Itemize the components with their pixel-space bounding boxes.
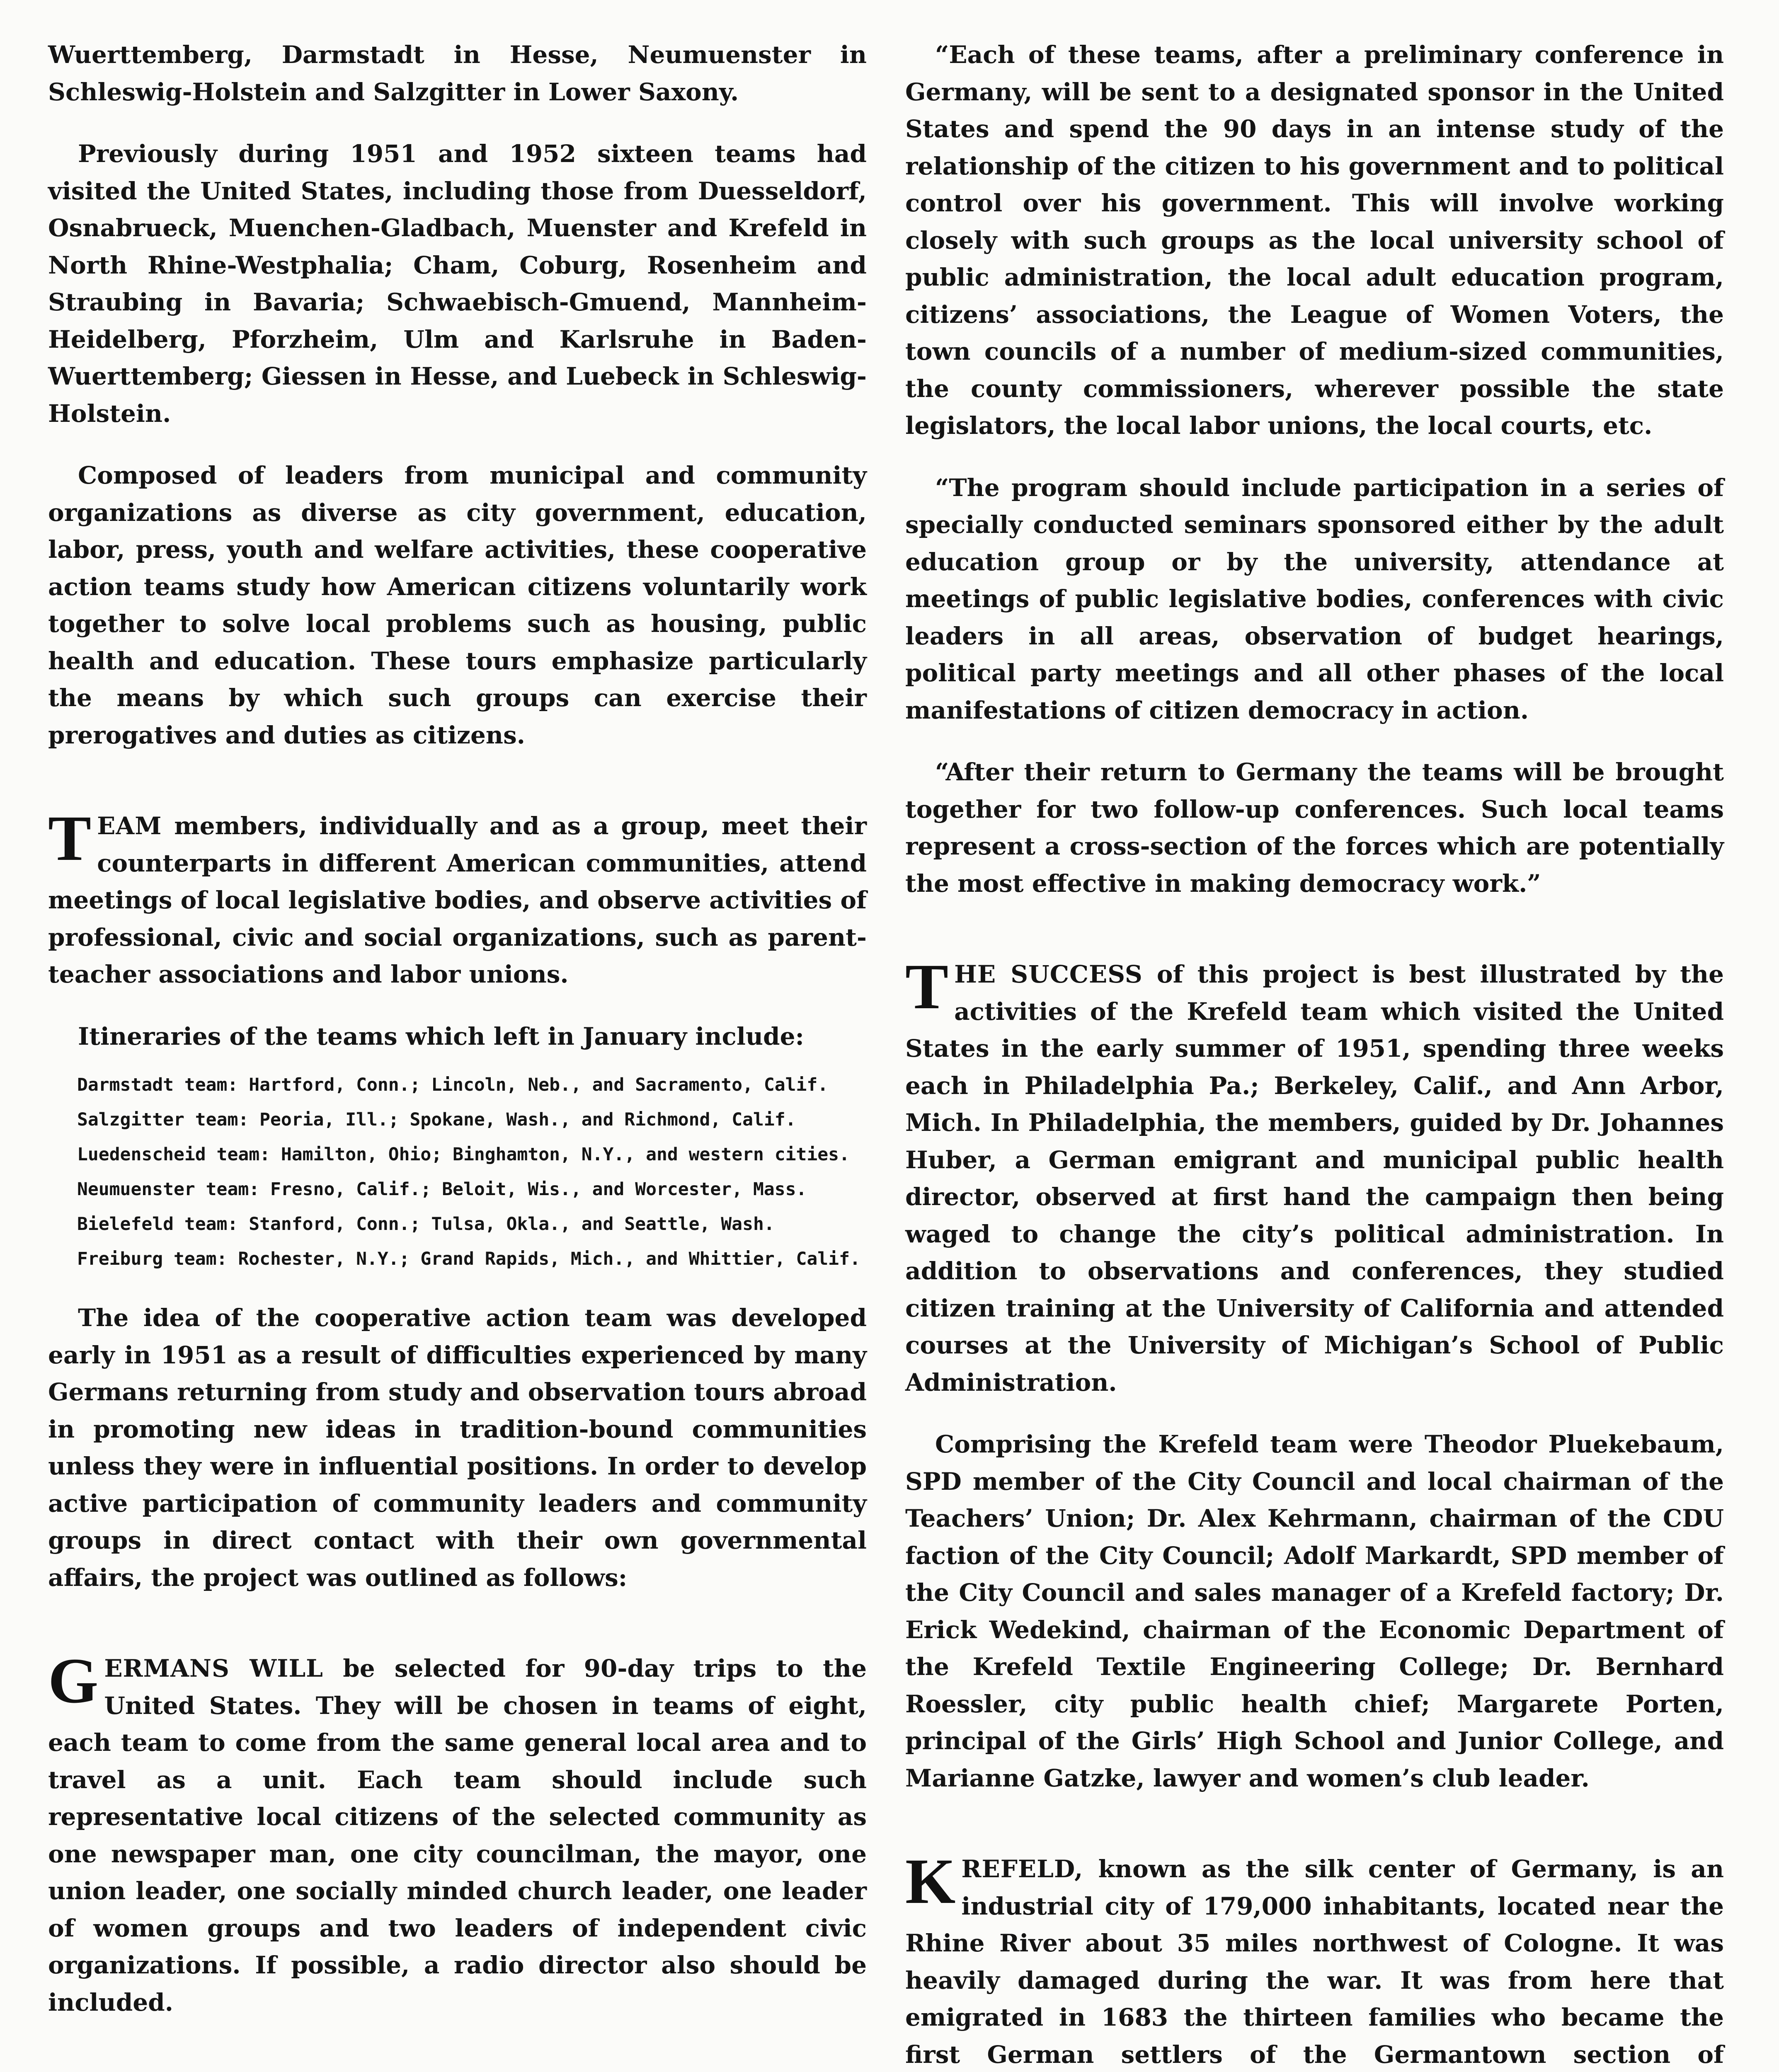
itinerary-text: team: Hamilton, Ohio; Binghamton, N.Y., and western cities. [206,1144,850,1165]
paragraph: Previously during 1951 and 1952 sixteen teams had visited the United States, including those from Duesseldorf, Osnabrueck, Muenchen-Gladbach, Muenster and Krefeld in North Rhine-Westphalia; Cham, Coburg, Rosenheim and Straubing in Bavaria; Schwaebisch-Gmuend, Mannheim-Heidelberg, Pforzheim, Ulm and Karlsruhe in Baden-Wuerttemberg; Giessen in Hesse, and Luebeck in Schleswig-Holstein. [48,140,867,428]
itinerary-item [48,1139,867,1170]
paragraph: “The program should include participation in a series of specially conducted seminars sponsored either by the adult education group or by the university, attendance at meetings of public legislative bodies, conferences with civic leaders in all areas, observation of budget hearings, political party meetings and all other phases of the local manifestations of citizen democracy in action. [905,473,1724,724]
lead-in: REFELD, [961,1855,1083,1883]
team-name: Bielefeld [77,1214,174,1234]
section-paragraph [905,951,1724,1401]
section-paragraph [48,1645,867,2021]
itinerary-item [48,1208,867,1240]
itinerary-text: team: Rochester, N.Y.; Grand Rapids, Mich., and Whittier, Calif. [163,1249,860,1269]
left-column [48,36,867,2046]
paragraph: Composed of leaders from municipal and community organizations as diverse as city government, education, labor, press, youth and welfare activities, these cooperative action teams study how American citizens voluntarily work together to solve local problems such as housing, public health and education. These tours emphasize particularly the means by which such groups can exercise their prerogatives and duties as citizens. [48,461,867,749]
itinerary-item [48,1104,867,1135]
paragraph: Comprising the Krefeld team were Theodor Pluekebaum, SPD member of the City Council and local chairman of the Teachers’ Union; Dr. Alex Kehrmann, chairman of the CDU faction of the City Council; Adolf Markardt, SPD member of the City Council and sales manager of a Krefeld factory; Dr. Erick Wedekind, chairman of the Economic Department of the Krefeld Textile Engineering College; Dr. Bernhard Roessler, city public health chief; Margarete Porten, principal of the Girls’ High School and Junior College, and Marianne Gatzke, lawyer and women’s club leader. [905,1430,1724,1792]
drop-cap: T [905,951,949,1022]
itinerary-text: team: Fresno, Calif.; Beloit, Wis., and Worcester, Mass. [195,1179,807,1200]
team-name: Salzgitter [77,1109,184,1130]
itinerary-text: team: Hartford, Conn.; Lincoln, Neb., and Sacramento, Calif. [174,1075,829,1095]
paragraph: “Each of these teams, after a preliminary conference in Germany, will be sent to a designated sponsor in the United States and spend the 90 days in an intense study of the relationship of the citizen to his government and to political control over his government. This will involve working closely with such groups as the local university school of public administration, the local adult education program, citizens’ associations, the League of Women Voters, the town councils of a number of medium-sized communities, the county commissioners, wherever possible the state legislators, the local labor unions, the local courts, etc. [905,41,1724,440]
lead-in: EAM [97,812,162,840]
paragraph: The idea of the cooperative action team was developed early in 1951 as a result of difficulties experienced by many Germans returning from study and observation tours abroad in promoting new ideas in tradition-bound communities unless they were in influential positions. In order to develop active participation of community leaders and community groups in direct contact with their own governmental affairs, the project was outlined as follows: [48,1304,867,1592]
team-name: Freiburg [77,1249,163,1269]
team-name: Luedenscheid [77,1144,206,1165]
itinerary-text: team: Peoria, Ill.; Spokane, Wash., and Richmond, Calif. [184,1109,796,1130]
right-column [905,36,1724,2072]
itinerary-list [48,1069,867,1275]
itinerary-intro: Itineraries of the teams which left in January include: [78,1022,804,1051]
paragraph-text: members, individually and as a group, meet their counterparts in different American communities, attend meetings of local legislative bodies, and observe activities of professional, civic and social organizations, such as parent-teacher associations and labor unions. [48,812,867,988]
paragraph-text: be selected for 90-day trips to the United States. They will be chosen in teams of eight, each team to come from the same general local area and to travel as a unit. Each team should include such representative local citizens of the selected community as one newspaper man, one city councilman, the mayor, one union leader, one socially minded church leader, one leader of women groups and two leaders of independent civic organizations. If possible, a radio director also should be included. [48,1654,867,2016]
paragraph-text: of this project is best illustrated by the activities of the Krefeld team which visited the United States in the early summer of 1951, spending three weeks each in Philadelphia Pa.; Berkeley, Calif., and Ann Arbor, Mich. In Philadelphia, the members, guided by Dr. Johannes Huber, a German emigrant and municipal public health director, observed at first hand the campaign then being waged to change the city’s political administration. In addition to observations and conferences, they studied citizen training at the University of California and attended courses at the University of Michigan’s School of Public Administration. [905,960,1724,1397]
paragraph: Wuerttemberg, Darmstadt in Hesse, Neumuenster in Schleswig-Holstein and Salzgitter in Lower Saxony. [48,41,867,106]
paragraph-text: known as the silk center of Germany, is an industrial city of 179,000 inhabitants, located near the Rhine River about 35 miles northwest of Cologne. It was heavily damaged during the war. It was from here that emigrated in 1683 the thirteen families who became the first German settlers of the Germantown section of [905,1855,1724,2069]
team-name: Neumuenster [77,1179,195,1200]
paragraph: “After their return to Germany the teams will be brought together for two follow-up conferences. Such local teams represent a cross-section of the forces which are potentially the most effective in making democracy work.” [905,758,1724,898]
itinerary-text: team: Stanford, Conn.; Tulsa, Okla., and Seattle, Wash. [174,1214,775,1234]
lead-in: ERMANS WILL [104,1654,323,1682]
section-paragraph [48,802,867,993]
itinerary-item [48,1174,867,1205]
drop-cap: G [48,1645,99,1716]
team-name: Darmstadt [77,1075,174,1095]
drop-cap: T [48,802,92,874]
section-paragraph [905,1845,1724,2072]
drop-cap: K [905,1845,956,1917]
itinerary-item [48,1069,867,1101]
lead-in: HE SUCCESS [954,960,1143,988]
itinerary-item [48,1243,867,1275]
